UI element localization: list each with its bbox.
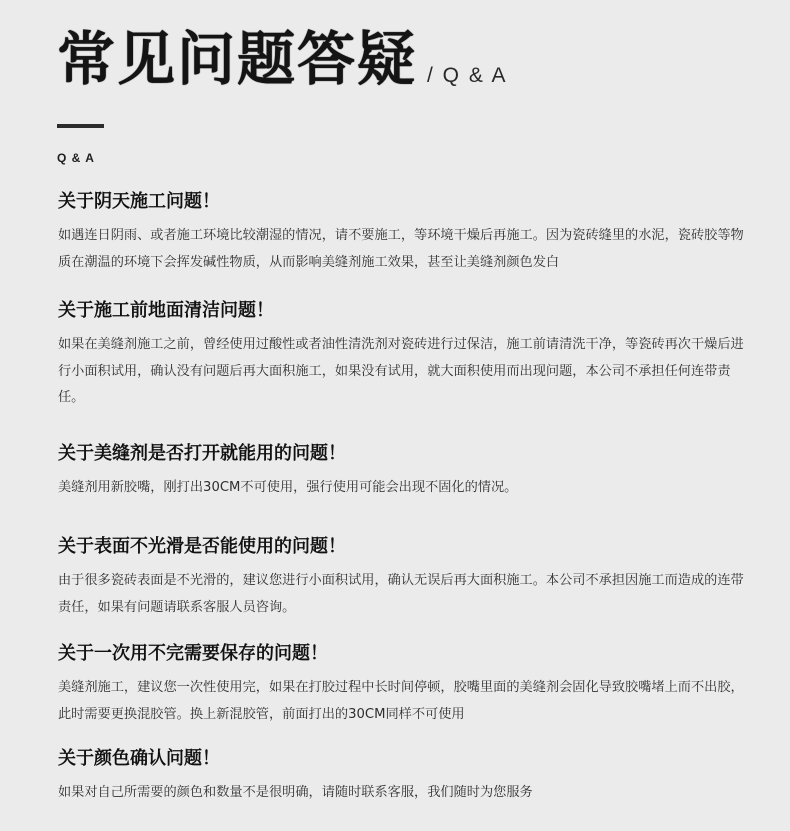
faq-answer: 由于很多瓷砖表面是不光滑的，建议您进行小面积试用，确认无误后再大面积施工。本公司不承担因施工而造成的连带责任，如果有问题请联系客服人员咨询。 — [58, 573, 744, 615]
faq-answer: 美缝剂用新胶嘴，刚打出30CM不可使用，强行使用可能会出现不固化的情况。 — [58, 480, 518, 495]
faq-question: 关于表面不光滑是否能使用的问题！ — [58, 536, 346, 557]
faq-question: 关于一次用不完需要保存的问题！ — [58, 643, 328, 664]
faq-item-storage — [58, 642, 748, 728]
faq-answer: 如果对自己所需要的颜色和数量不是很明确，请随时联系客服，我们随时为您服务 — [58, 785, 533, 800]
faq-question: 关于美缝剂是否打开就能用的问题！ — [58, 443, 346, 464]
section-label: Q & A — [57, 151, 95, 165]
faq-item-open-and-use — [58, 442, 748, 502]
header — [57, 24, 508, 94]
faq-item-cloudy-weather — [58, 190, 748, 276]
faq-item-floor-cleaning — [58, 299, 748, 412]
faq-question: 关于阴天施工问题！ — [58, 191, 220, 212]
faq-answer: 如果在美缝剂施工之前，曾经使用过酸性或者油性清洗剂对瓷砖进行过保洁，施工前请清洗干净，等瓷砖再次干燥后进行小面积试用，确认没有问题后再大面积施工，如果没有试用，就大面积使用而出现问题，本公司不承担任何连带责任。 — [58, 337, 744, 405]
faq-question: 关于颜色确认问题！ — [58, 748, 220, 769]
title-divider — [57, 124, 104, 128]
faq-answer: 如遇连日阴雨、或者施工环境比较潮湿的情况，请不要施工，等环境干燥后再施工。因为瓷砖缝里的水泥，瓷砖胶等物质在潮温的环境下会挥发碱性物质，从而影响美缝剂施工效果，甚至让美缝剂颜色发白 — [58, 228, 744, 270]
page-title: 常见问题答疑 — [57, 25, 418, 93]
faq-answer: 美缝剂施工，建议您一次性使用完，如果在打胶过程中长时间停顿，胶嘴里面的美缝剂会固化导致胶嘴堵上而不出胶，此时需要更换混胶管。换上新混胶管，前面打出的30CM同样不可使用 — [58, 680, 744, 722]
faq-item-color-confirm — [58, 747, 748, 807]
faq-item-rough-surface — [58, 535, 748, 621]
faq-question: 关于施工前地面清洁问题！ — [58, 300, 274, 321]
page-subtitle: / Q & A — [427, 64, 508, 87]
